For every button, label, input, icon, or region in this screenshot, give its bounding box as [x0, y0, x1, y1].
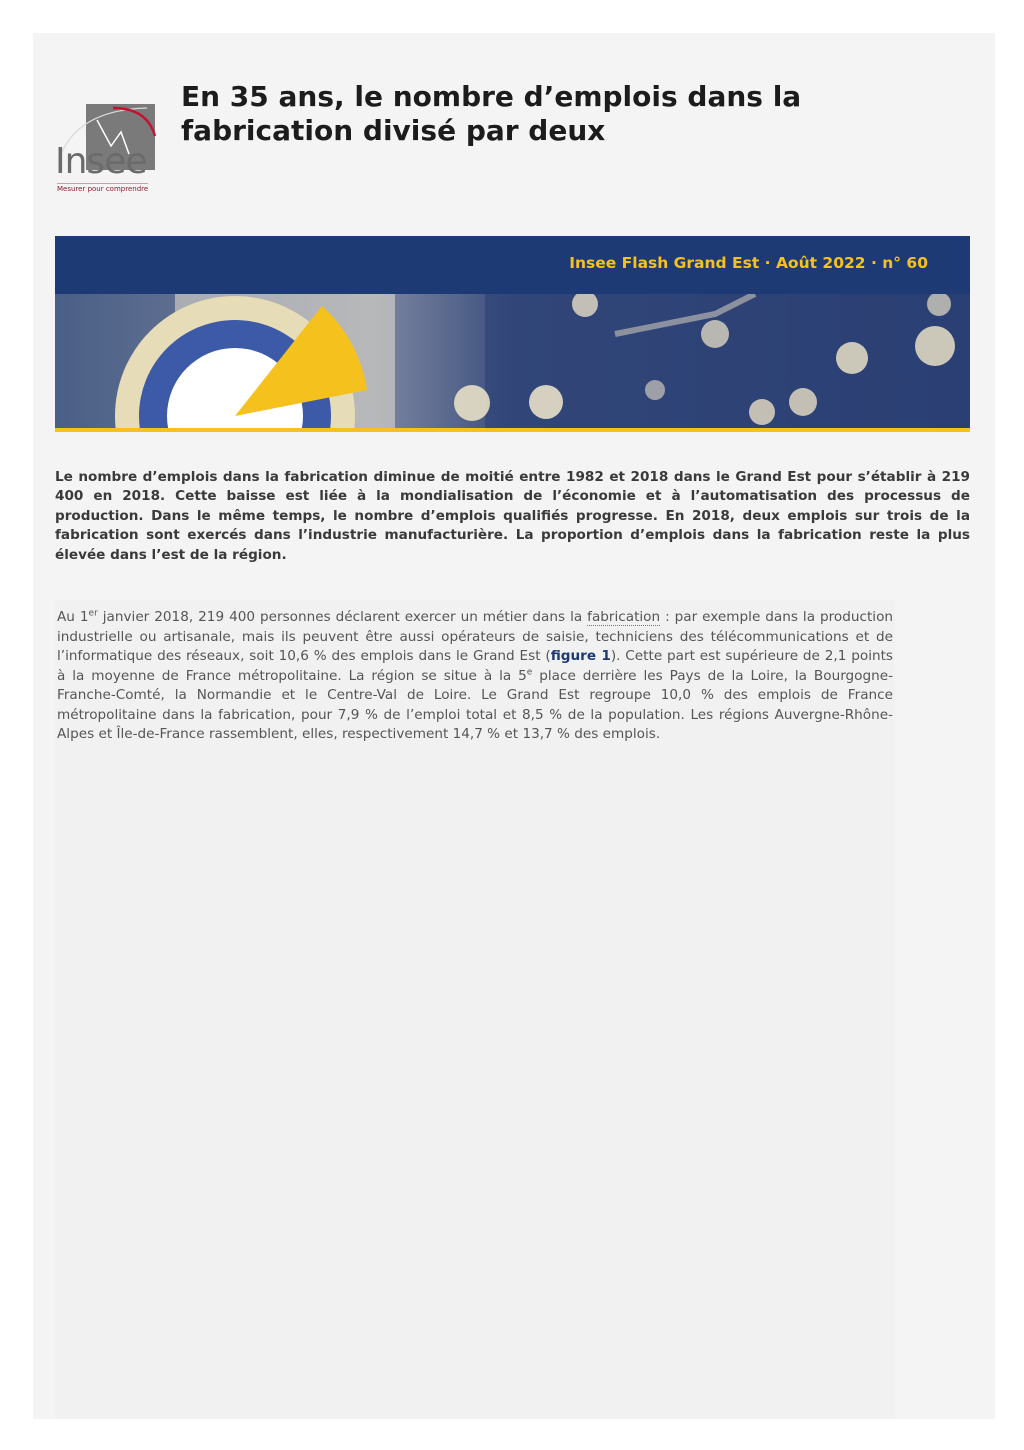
text-run: Au 1 [57, 609, 89, 625]
page-title: En 35 ans, le nombre d’emplois dans la fabrication divisé par deux [181, 80, 802, 147]
publication-banner [55, 236, 970, 432]
text-run: place derrière les Pays de la Loire, la Bourgogne-Franche-Comté, la Normandie et le Centre-Val de Loire. Le Grand Est regroupe 10,0 % des emplois de France métropolitaine dans la fabrication, pour 7,9 % de l’emploi total et 8,5 % de la population. Les régions Auvergne-Rhône-Alpes et Île-de-France rassemblent, elles, respectivement 14,7 % et 13,7 % des emplois. [57, 667, 893, 742]
glossary-term-fabrication[interactable]: fabrication [587, 609, 661, 625]
summary-paragraph: Le nombre d’emplois dans la fabrication diminue de moitié entre 1982 et 2018 dans le Grand Est pour s’établir à 219 400 en 2018. Cette baisse est liée à la mondialisation de l’économie et à l’automatisation des processus de production. Dans le même temps, le nombre d’emplois qualifiés progresse. En 2018, deux emplois sur trois de la fabrication sont exercés dans l’industrie manufacturière. La proportion d’emplois dans la fabrication reste la plus élevée dans l’est de la région. [55, 469, 970, 563]
logo-tagline: Mesurer pour comprendre [57, 185, 149, 193]
publication-label: Insee Flash Grand Est · Août 2022 · n° 60 [569, 254, 928, 272]
article-paragraph [57, 608, 893, 745]
text-run: : par exemple dans la production industrielle ou artisanale, mais ils peuvent être aussi opérateurs de saisie, techniciens des télécommunications et de l’informatique des réseaux, soit 10,6 % des emplois dans le Grand Est ( [57, 609, 893, 664]
logo-wordmark: Insee [55, 141, 147, 182]
text-run: ). Cette part est supérieure de 2,1 points à la moyenne de France métropolitaine. La région se situe à la 5 [57, 648, 893, 684]
banner-header [55, 236, 970, 294]
text-run: janvier 2018, 219 400 personnes déclarent exercer un métier dans la [97, 609, 588, 625]
superscript: er [88, 608, 98, 619]
superscript: e [526, 666, 533, 677]
figure-1-link[interactable]: figure 1 [550, 648, 611, 664]
banner-illustration [55, 294, 970, 432]
